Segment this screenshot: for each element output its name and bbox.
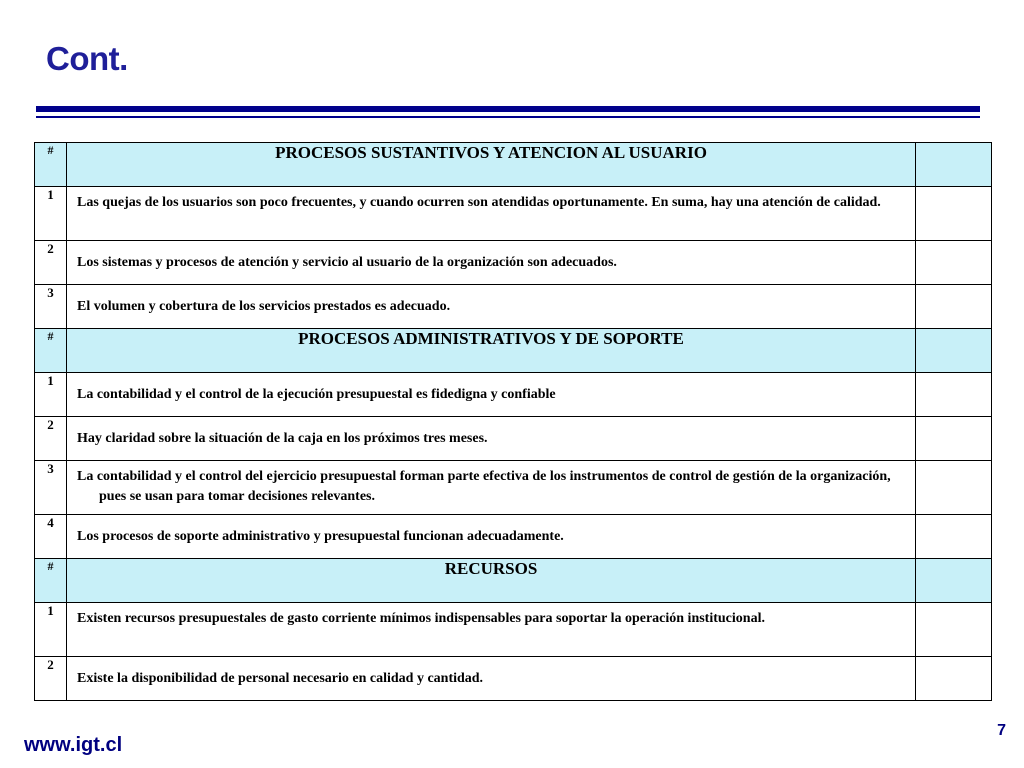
- section-heading: RECURSOS: [67, 559, 916, 603]
- section-heading: PROCESOS ADMINISTRATIVOS Y DE SOPORTE: [67, 329, 916, 373]
- table-row: [35, 461, 992, 515]
- check-cell[interactable]: [916, 603, 992, 657]
- page-number: 7: [997, 722, 1006, 739]
- check-cell[interactable]: [916, 187, 992, 241]
- check-cell[interactable]: [916, 143, 992, 187]
- row-text: El volumen y cobertura de los servicios prestados es adecuado.: [77, 299, 451, 314]
- title-rule-thin: [36, 116, 980, 118]
- row-number: 2: [35, 657, 67, 701]
- row-number: 2: [35, 417, 67, 461]
- row-text: Las quejas de los usuarios son poco frecuentes, y cuando ocurren son atendidas oportunamente. En suma, hay una atención de calidad.: [77, 195, 881, 210]
- table-row: [35, 187, 992, 241]
- table-row: [35, 417, 992, 461]
- section-header-row: [35, 143, 992, 187]
- section-header-row: [35, 329, 992, 373]
- check-cell[interactable]: [916, 285, 992, 329]
- hash-cell: #: [35, 143, 67, 187]
- table-row: [35, 603, 992, 657]
- row-number: 3: [35, 285, 67, 329]
- check-cell[interactable]: [916, 373, 992, 417]
- table-row: [35, 657, 992, 701]
- check-cell[interactable]: [916, 515, 992, 559]
- row-text: Hay claridad sobre la situación de la caja en los próximos tres meses.: [77, 431, 488, 446]
- section-header-row: [35, 559, 992, 603]
- slide-title: Cont.: [46, 40, 128, 77]
- row-number: 1: [35, 187, 67, 241]
- table-row: [35, 241, 992, 285]
- check-cell[interactable]: [916, 461, 992, 515]
- row-text: Existen recursos presupuestales de gasto corriente mínimos indispensables para soportar la operación institucional.: [77, 611, 765, 626]
- row-text: Existe la disponibilidad de personal necesario en calidad y cantidad.: [77, 671, 484, 686]
- row-text: Los sistemas y procesos de atención y servicio al usuario de la organización son adecuados.: [77, 255, 617, 270]
- footer-url[interactable]: www.igt.cl: [24, 734, 123, 756]
- table-row: [35, 515, 992, 559]
- row-number: 3: [35, 461, 67, 515]
- table-row: [35, 373, 992, 417]
- check-cell[interactable]: [916, 559, 992, 603]
- hash-cell: #: [35, 559, 67, 603]
- row-number: 1: [35, 603, 67, 657]
- check-cell[interactable]: [916, 417, 992, 461]
- row-text: La contabilidad y el control del ejercicio presupuestal forman parte efectiva de los instrumentos de control de gestión de la organización, pues se usan para tomar decisiones relevantes.: [77, 469, 891, 504]
- row-number: 1: [35, 373, 67, 417]
- row-number: 4: [35, 515, 67, 559]
- check-cell[interactable]: [916, 241, 992, 285]
- assessment-table: [34, 142, 992, 701]
- row-text: Los procesos de soporte administrativo y presupuestal funcionan adecuadamente.: [77, 529, 564, 544]
- table-row: [35, 285, 992, 329]
- title-rule-thick: [36, 106, 980, 112]
- hash-cell: #: [35, 329, 67, 373]
- row-text: La contabilidad y el control de la ejecución presupuestal es fidedigna y confiable: [77, 387, 556, 402]
- row-number: 2: [35, 241, 67, 285]
- section-heading: PROCESOS SUSTANTIVOS Y ATENCION AL USUARIO: [67, 143, 916, 187]
- check-cell[interactable]: [916, 329, 992, 373]
- check-cell[interactable]: [916, 657, 992, 701]
